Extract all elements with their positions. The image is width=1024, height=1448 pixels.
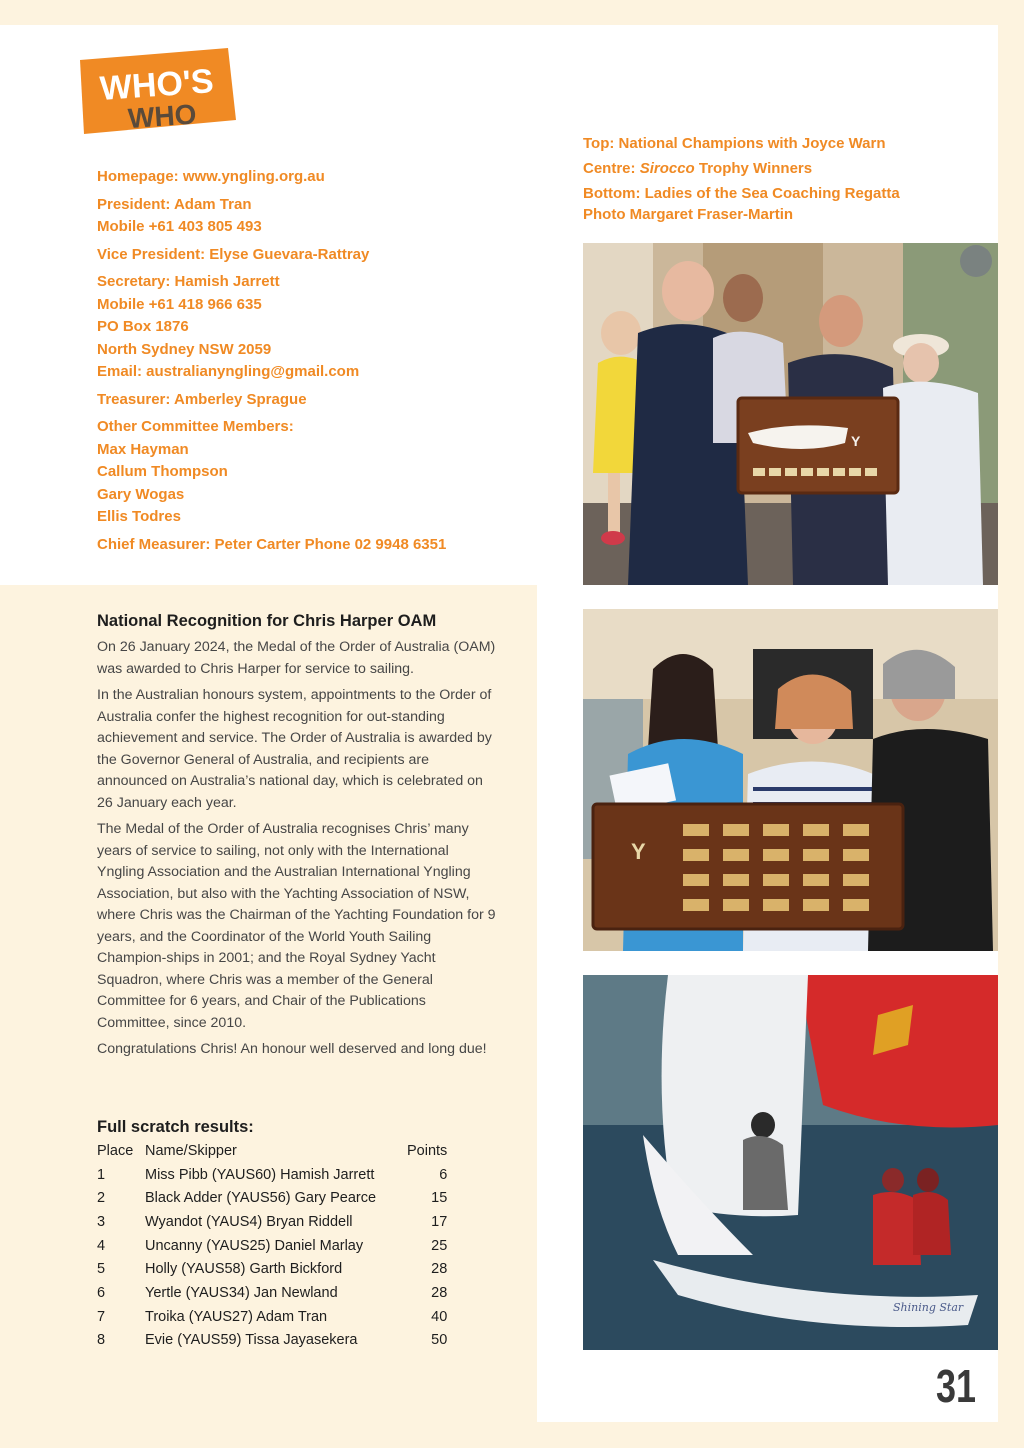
result-name: Yertle (YAUS34) Jan Newland [145,1284,338,1301]
secretary-mobile: Mobile +61 418 966 635 [97,295,262,313]
results-header-row [97,1139,447,1163]
email: Email: australianyngling@gmail.com [97,363,360,380]
other-committee-label: Other Committee Members: [97,418,294,435]
result-place: 4 [97,1237,106,1254]
po-box: PO Box 1876 [97,318,189,335]
table-row [97,1163,447,1187]
committee-member: Max Hayman [97,440,189,458]
table-row [97,1281,447,1305]
result-name: Troika (YAUS27) Adam Tran [145,1308,328,1325]
result-name: Wyandot (YAUS4) Bryan Riddell [145,1213,353,1230]
svg-text:WHO'S: WHO'S [98,62,215,109]
header-points: Points [407,1142,448,1159]
table-row [97,1329,447,1353]
result-points: 28 [431,1261,448,1278]
result-points: 50 [431,1332,448,1349]
article-paragraph: Congratulations Chris! An honour well deserved and long due! [97,1041,487,1057]
result-name: Holly (YAUS58) Garth Bickford [145,1261,343,1278]
result-place: 3 [97,1213,106,1230]
result-name: Evie (YAUS59) Tissa Jayasekera [145,1332,358,1349]
table-row [97,1186,447,1210]
header-name: Name/Skipper [145,1142,237,1159]
svg-text:Y: Y [851,433,861,449]
table-row [97,1234,447,1258]
article-paragraph: The Medal of the Order of Australia recognises Chris’ many years of service to sailing, not only with the International Yngling Association and the Australian International Yngling Association, but also with the Yachting Association of NSW, where Chris was the Chairman of the Yachting Foundation for 9 years, and the Coordinator of the World Youth Sailing Champion-ships in 2001; and the Royal Sydney Yacht Squadron, where Chris was a member of the General Committee for 6 years, and Chair of the Publications Committee, since 2010. [97,821,496,1031]
page-number [934,1354,978,1410]
result-name: Black Adder (YAUS56) Gary Pearce [145,1190,377,1207]
result-points: 6 [439,1166,448,1183]
result-points: 25 [431,1237,448,1254]
result-place: 6 [97,1284,106,1301]
committee-member: Callum Thompson [97,463,228,480]
result-place: 5 [97,1261,106,1278]
caption-top: Top: National Champions with Joyce Warn [583,135,886,152]
svg-text:Shining Star: Shining Star [893,1301,964,1314]
photo-captions [583,133,993,225]
suburb: North Sydney NSW 2059 [97,340,272,358]
table-row [97,1305,447,1329]
article-chris-harper-oam [97,612,497,1066]
result-name: Uncanny (YAUS25) Daniel Marlay [145,1237,364,1254]
results-table [97,1139,447,1352]
chief-measurer: Chief Measurer: Peter Carter Phone 02 9948 6351 [97,535,447,553]
caption-centre: Centre: Sirocco Trophy Winners [583,160,813,177]
photo-sirocco-trophy-winners [583,609,998,951]
committee-contacts [97,166,537,561]
result-place: 8 [97,1332,106,1349]
svg-text:WHO: WHO [126,98,198,135]
whos-who-logo [78,48,238,134]
treasurer: Treasurer: Amberley Sprague [97,390,307,408]
result-points: 40 [431,1308,448,1325]
vice-president: Vice President: Elyse Guevara-Rattray [97,245,370,263]
results-title: Full scratch results: [97,1118,254,1136]
president-mobile: Mobile +61 403 805 493 [97,218,262,235]
result-points: 15 [431,1190,448,1207]
header-place: Place [97,1142,134,1159]
result-name: Miss Pibb (YAUS60) Hamish Jarrett [145,1166,375,1183]
president: President: Adam Tran [97,195,252,213]
result-place: 1 [97,1166,106,1183]
committee-member: Gary Wogas [97,485,185,503]
homepage: Homepage: www.yngling.org.au [97,168,325,185]
table-row [97,1257,447,1281]
result-place: 7 [97,1308,106,1325]
photo-national-champions [583,243,998,585]
article-title: National Recognition for Chris Harper OAM [97,612,437,630]
svg-text:Y: Y [631,839,646,864]
caption-bottom: Bottom: Ladies of the Sea Coaching Regatta [583,185,900,202]
article-paragraph: On 26 January 2024, the Medal of the Order of Australia (OAM) was awarded to Chris Harper for service to sailing. [97,639,496,677]
result-points: 17 [431,1213,448,1230]
photo-ladies-of-the-sea [583,975,998,1350]
secretary: Secretary: Hamish Jarrett [97,273,280,290]
table-row [97,1210,447,1234]
svg-text:31: 31 [936,1360,976,1412]
result-points: 28 [431,1284,448,1301]
scratch-results [97,1118,457,1352]
committee-member: Ellis Todres [97,508,181,525]
photo-credit: Photo Margaret Fraser-Martin [583,206,794,223]
article-paragraph: In the Australian honours system, appointments to the Order of Australia confer the highest recognition for out-standing achievement and service. The Order of Australia is awarded by the Governor General of Australia, and recipients are announced on Australia’s national day, which is celebrated on 26 January each year. [97,687,492,811]
result-place: 2 [97,1190,106,1207]
